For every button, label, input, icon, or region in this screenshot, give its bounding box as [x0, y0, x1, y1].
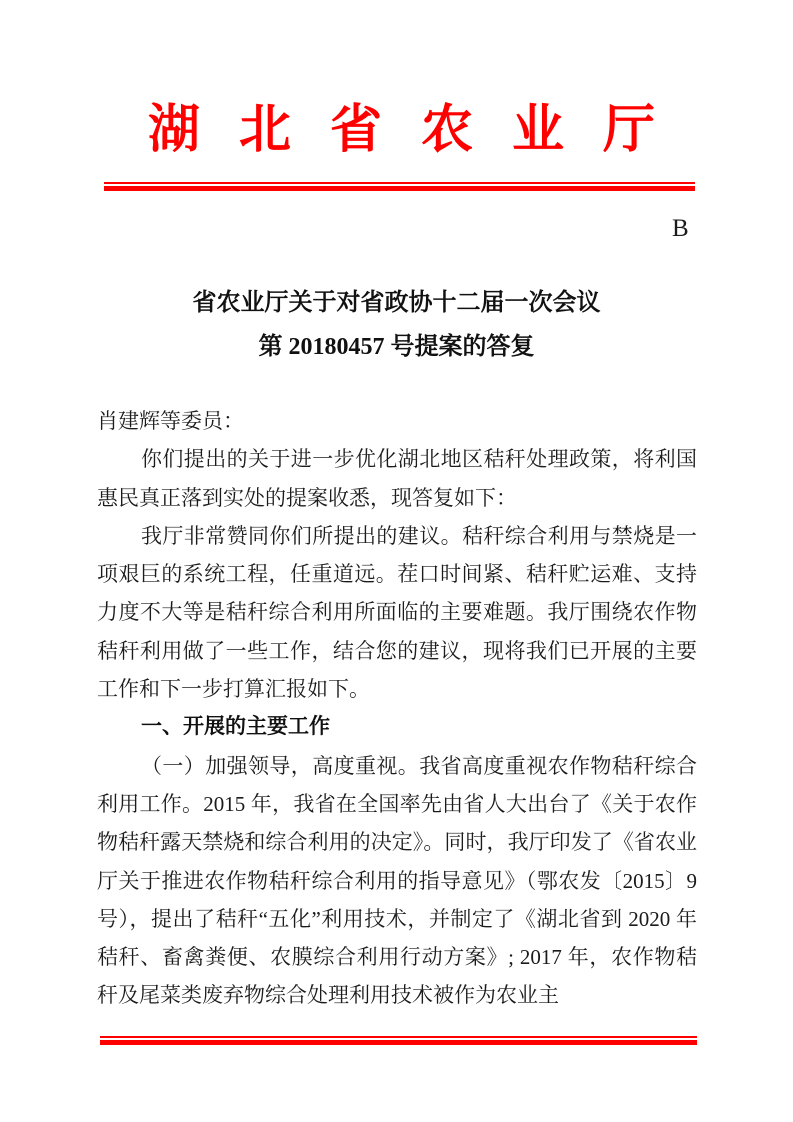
header-divider-thick-bar: [104, 186, 695, 191]
salutation: 肖建辉等委员：: [97, 409, 244, 433]
classification-mark: B: [672, 215, 689, 242]
document-title: [0, 281, 793, 369]
paragraph-agreement: 我厅非常赞同你们所提出的建议。秸秆综合利用与禁烧是一项艰巨的系统工程，任重道远。茬口时间紧、秸秆贮运难、支持力度不大等是秸秆综合利用所面临的主要难题。我厅围绕农作物秸秆利用做了一些工作，结合您的建议，现将我们已开展的主要工作和下一步打算汇报如下。: [97, 523, 697, 702]
paragraph-intro: 你们提出的关于进一步优化湖北地区秸秆处理政策，将利国惠民真正落到实处的提案收悉，现答复如下：: [97, 447, 697, 510]
document-title-line2: 第 20180457 号提案的答复: [258, 334, 535, 360]
footer-divider-thick-bar: [100, 1040, 697, 1045]
document-title-line1: 省农业厅关于对省政协十二届一次会议: [192, 290, 601, 316]
header-divider-line: [104, 182, 695, 191]
section1-heading: 一、开展的主要工作: [141, 715, 330, 739]
footer-divider-line: [100, 1036, 697, 1045]
paragraph-section1-item1: （一）加强领导，高度重视。我省高度重视农作物秸秆综合利用工作。2015 年，我省在全国率先由省人大出台了《关于农作物秸秆露天禁烧和综合利用的决定》。同时，我厅印发了《省农业厅关于推进农作物秸秆综合利用的指导意见》（鄂农发〔2015〕9 号），提出了秸秆“五化”利用技术，并制定了《湖北省到 2020 年秸秆、畜禽粪便、农膜综合利用行动方案》; 2017 年，农作物秸秆及尾菜类废弃物综合处理利用技术被作为农业主: [97, 753, 697, 1008]
document-body: [97, 402, 697, 1015]
letterhead-agency-name: 湖北省农业厅: [148, 102, 695, 159]
